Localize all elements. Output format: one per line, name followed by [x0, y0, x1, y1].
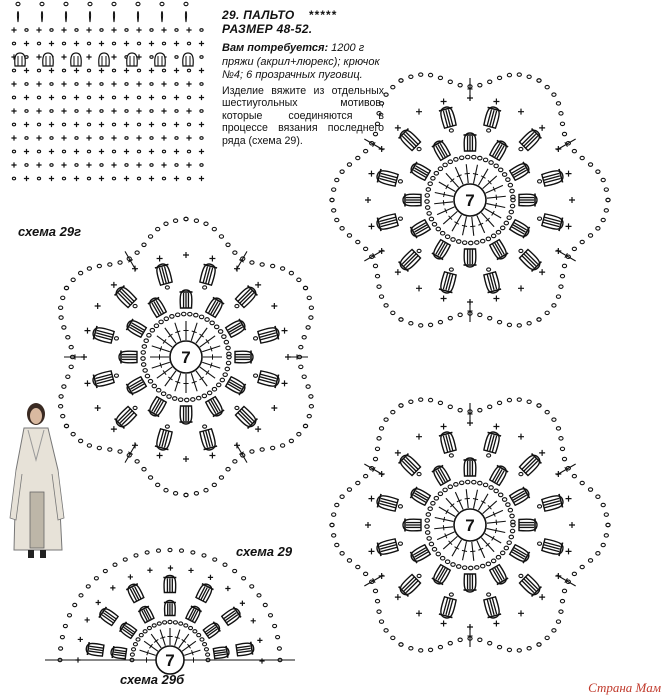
- woman-in-coat-icon: [6, 400, 68, 560]
- scheme-label-29g: схема 29г: [18, 224, 82, 239]
- instructions-text: Изделие вяжите из отдельных шестиугольных мотивов, которые соединяются в процессе вязания последнего ряда (схема 29).: [222, 84, 384, 147]
- scheme-label-29b: схема 29б: [120, 672, 185, 687]
- description: [222, 42, 384, 147]
- motif-center-label: 7: [181, 348, 191, 367]
- motif-center-label: 7: [465, 516, 475, 535]
- motif-center-label: 7: [465, 191, 475, 210]
- header-size: РАЗМЕР 48-52.: [222, 22, 313, 36]
- hexagon-motif: [59, 217, 314, 496]
- header-title: 29. ПАЛЬТО: [222, 8, 295, 22]
- stitch-pattern-swatch: [11, 2, 204, 181]
- half-motif-scheme: [45, 548, 295, 674]
- header: [222, 8, 394, 36]
- materials-label: Вам потребуется:: [222, 42, 329, 54]
- hexagon-motif: [330, 398, 610, 652]
- motif-center-label: 7: [165, 651, 175, 670]
- materials-text: 1200 г пряжи (акрил+люрекс); крючок №4; 6 прозрачных пуговиц.: [222, 42, 380, 81]
- hexagon-motifs: [59, 73, 611, 652]
- site-watermark: Страна Мам: [588, 680, 661, 695]
- rating-stars: *****: [308, 8, 337, 22]
- scheme-label-29: схема 29: [236, 544, 293, 559]
